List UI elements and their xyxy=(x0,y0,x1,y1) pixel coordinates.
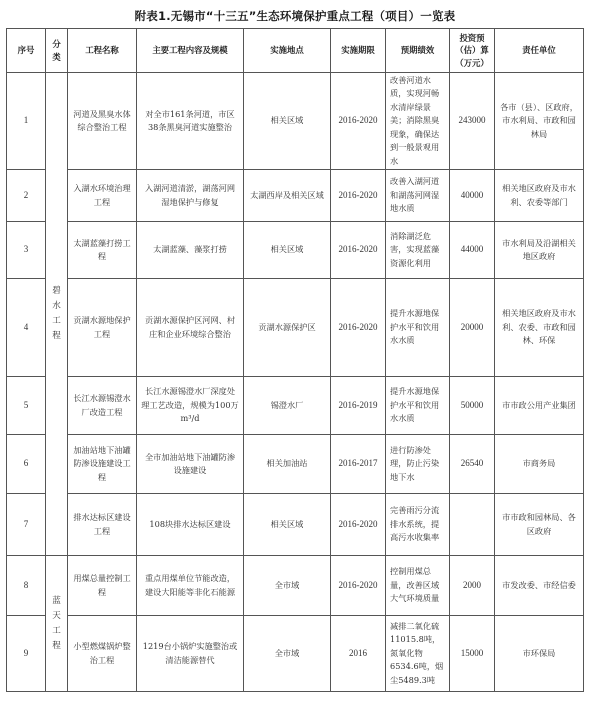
row-effect: 提升水源地保护水平和饮用水水质 xyxy=(386,377,450,435)
row-seq: 8 xyxy=(7,556,46,616)
row-content: 太湖蓝藻、藻浆打捞 xyxy=(137,222,244,279)
row-effect: 消除湖泛危害，实现蓝藻资源化利用 xyxy=(386,222,450,279)
header-content: 主要工程内容及规模 xyxy=(137,29,244,73)
row-location: 相关加油站 xyxy=(244,435,331,494)
row-investment: 50000 xyxy=(450,377,495,435)
header-period: 实施期限 xyxy=(331,29,386,73)
row-content: 对全市161条河道，市区38条黑臭河道实施整治 xyxy=(137,73,244,170)
row-investment: 15000 xyxy=(450,616,495,692)
row-location: 相关区域 xyxy=(244,73,331,170)
row-period: 2016-2020 xyxy=(331,556,386,616)
row-name: 加油站地下油罐防渗设施建设工程 xyxy=(68,435,137,494)
row-effect: 进行防渗处理，防止污染地下水 xyxy=(386,435,450,494)
row-investment: 26540 xyxy=(450,435,495,494)
row-name: 用煤总量控制工程 xyxy=(68,556,137,616)
row-effect: 控制用煤总量，改善区域大气环境质量 xyxy=(386,556,450,616)
row-location: 相关区域 xyxy=(244,222,331,279)
row-seq: 1 xyxy=(7,73,46,170)
row-investment: 243000 xyxy=(450,73,495,170)
row-seq: 4 xyxy=(7,279,46,377)
row-location: 全市域 xyxy=(244,616,331,692)
row-content: 入湖河道清淤，湖荡河网湿地保护与修复 xyxy=(137,170,244,222)
row-unit: 市水利局及沿湖相关地区政府 xyxy=(495,222,584,279)
table-row xyxy=(7,616,584,692)
row-content: 108块排水达标区建设 xyxy=(137,494,244,556)
header-row xyxy=(7,29,584,73)
table-row xyxy=(7,377,584,435)
table-row xyxy=(7,170,584,222)
row-location: 全市域 xyxy=(244,556,331,616)
row-investment: 44000 xyxy=(450,222,495,279)
row-period: 2016-2020 xyxy=(331,279,386,377)
category-water: 碧水工程 xyxy=(46,73,68,556)
row-investment: 40000 xyxy=(450,170,495,222)
header-investment: 投资预（估）算（万元） xyxy=(450,29,495,73)
row-period: 2016-2017 xyxy=(331,435,386,494)
row-effect: 减排二氧化硫11015.8吨，氮氧化物6534.6吨，烟尘5489.3吨 xyxy=(386,616,450,692)
row-investment: 20000 xyxy=(450,279,495,377)
header-seq: 序号 xyxy=(7,29,46,73)
row-unit: 市市政和园林局、各区政府 xyxy=(495,494,584,556)
row-seq: 9 xyxy=(7,616,46,692)
project-table xyxy=(6,28,584,692)
row-name: 贡湖水源地保护工程 xyxy=(68,279,137,377)
row-seq: 6 xyxy=(7,435,46,494)
category-sky: 蓝天工程 xyxy=(46,556,68,692)
row-location: 贡湖水源保护区 xyxy=(244,279,331,377)
row-name: 小型燃煤锅炉整治工程 xyxy=(68,616,137,692)
row-effect: 改善入湖河道和湖荡河网湿地水质 xyxy=(386,170,450,222)
row-name: 长江水源锡澄水厂改造工程 xyxy=(68,377,137,435)
row-period: 2016-2020 xyxy=(331,73,386,170)
row-unit: 相关地区政府及市水利、农委等部门 xyxy=(495,170,584,222)
row-period: 2016-2020 xyxy=(331,494,386,556)
row-unit: 市市政公用产业集团 xyxy=(495,377,584,435)
row-name: 入湖水环境治理工程 xyxy=(68,170,137,222)
row-name: 河道及黑臭水体综合整治工程 xyxy=(68,73,137,170)
row-location: 锡澄水厂 xyxy=(244,377,331,435)
row-content: 1219台小锅炉实施整治或清洁能源替代 xyxy=(137,616,244,692)
table-row xyxy=(7,494,584,556)
row-investment xyxy=(450,494,495,556)
row-unit: 市商务局 xyxy=(495,435,584,494)
table-row xyxy=(7,279,584,377)
row-unit: 市发改委、市经信委 xyxy=(495,556,584,616)
row-content: 长江水源锡澄水厂深度处理工艺改造，规模为100万m³/d xyxy=(137,377,244,435)
row-location: 太湖西岸及相关区域 xyxy=(244,170,331,222)
table-row xyxy=(7,222,584,279)
row-location: 相关区域 xyxy=(244,494,331,556)
row-unit: 相关地区政府及市水利、农委、市政和园林、环保 xyxy=(495,279,584,377)
table-row xyxy=(7,556,584,616)
row-investment: 2000 xyxy=(450,556,495,616)
row-name: 排水达标区建设工程 xyxy=(68,494,137,556)
row-name: 太湖蓝藻打捞工程 xyxy=(68,222,137,279)
row-period: 2016 xyxy=(331,616,386,692)
header-effect: 预期绩效 xyxy=(386,29,450,73)
row-seq: 5 xyxy=(7,377,46,435)
row-content: 全市加油站地下油罐防渗设施建设 xyxy=(137,435,244,494)
table-title: 附表1.无锡市“十三五”生态环境保护重点工程（项目）一览表 xyxy=(134,9,456,23)
header-category: 分类 xyxy=(46,29,68,73)
row-unit: 各市（县）、区政府，市水利局、市政和园林局 xyxy=(495,73,584,170)
row-effect: 提升水源地保护水平和饮用水水质 xyxy=(386,279,450,377)
table-row xyxy=(7,435,584,494)
row-content: 贡湖水源保护区河网、村庄和企业环境综合整治 xyxy=(137,279,244,377)
row-period: 2016-2020 xyxy=(331,170,386,222)
header-name: 工程名称 xyxy=(68,29,137,73)
row-unit: 市环保局 xyxy=(495,616,584,692)
row-effect: 完善雨污分流排水系统，提高污水收集率 xyxy=(386,494,450,556)
header-location: 实施地点 xyxy=(244,29,331,73)
row-effect: 改善河道水质，实现河畅水清岸绿景美；消除黑臭现象，确保达到一般景观用水 xyxy=(386,73,450,170)
row-seq: 3 xyxy=(7,222,46,279)
header-unit: 责任单位 xyxy=(495,29,584,73)
row-seq: 7 xyxy=(7,494,46,556)
row-period: 2016-2020 xyxy=(331,222,386,279)
row-seq: 2 xyxy=(7,170,46,222)
row-period: 2016-2019 xyxy=(331,377,386,435)
row-content: 重点用煤单位节能改造，建设大阳能等非化石能源 xyxy=(137,556,244,616)
table-row xyxy=(7,73,584,170)
